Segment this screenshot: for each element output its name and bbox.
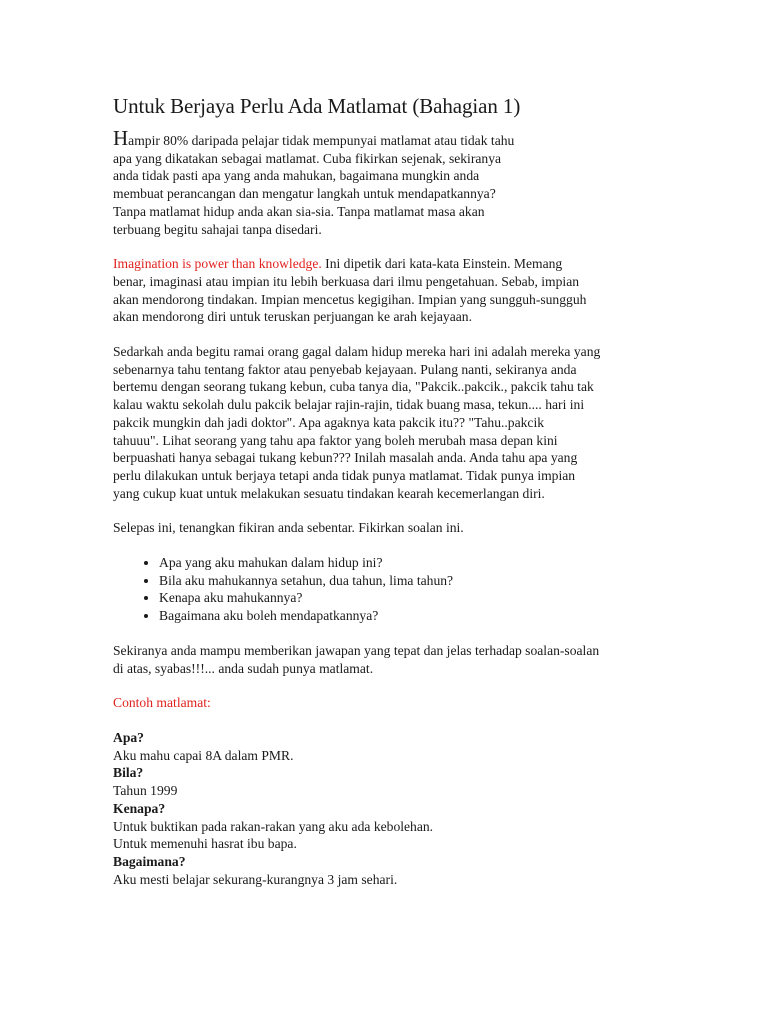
example-block bbox=[113, 729, 668, 888]
paragraph-line: perlu dilakukan untuk berjaya tetapi anda tidak punya matlamat. Tidak punya impian bbox=[113, 467, 576, 483]
intro-line: ampir 80% daripada pelajar tidak mempunyai matlamat atau tidak tahu bbox=[128, 133, 515, 148]
intro-line: apa yang dikatakan sebagai matlamat. Cuba fikirkan sejenak, sekiranya bbox=[113, 150, 502, 166]
example-label: Kenapa? bbox=[113, 800, 166, 816]
reflect-paragraph: Selepas ini, tenangkan fikiran anda sebentar. Fikirkan soalan ini. bbox=[113, 520, 464, 536]
drop-cap: H bbox=[113, 126, 129, 150]
example-answer: Aku mahu capai 8A dalam PMR. bbox=[113, 747, 294, 763]
example-label: Apa? bbox=[113, 729, 144, 745]
question-item: • Bila aku mahukannya setahun, dua tahun, lima tahun? bbox=[159, 572, 668, 590]
question-item: • Kenapa aku mahukannya? bbox=[159, 589, 668, 607]
paragraph-line: Sekiranya anda mampu memberikan jawapan yang tepat dan jelas terhadap soalan-soalan bbox=[113, 642, 600, 658]
example-answer: Untuk buktikan pada rakan-rakan yang aku ada kebolehan. bbox=[113, 818, 434, 834]
paragraph-line: berpuashati hanya sebagai tukang kebun??? Inilah masalah anda. Anda tahu apa yang bbox=[113, 450, 578, 466]
conclusion-paragraph bbox=[113, 642, 668, 677]
paragraph-line: di atas, syabas!!!... anda sudah punya matlamat. bbox=[113, 660, 374, 676]
paragraph-line: yang cukup kuat untuk melakukan sesuatu tindakan kearah kecemerlangan diri. bbox=[113, 485, 545, 501]
intro-line: terbuang begitu sahajai tanpa disedari. bbox=[113, 221, 322, 237]
example-answer: Aku mesti belajar sekurang-kurangnya 3 jam sehari. bbox=[113, 871, 398, 887]
intro-line: Tanpa matlamat hidup anda akan sia-sia. Tanpa matlamat masa akan bbox=[113, 203, 485, 219]
einstein-paragraph bbox=[113, 255, 668, 326]
paragraph-line: akan mendorong tindakan. Impian mencetus kegigihan. Impian yang sungguh-sungguh bbox=[113, 291, 587, 307]
example-heading: Contoh matlamat: bbox=[113, 695, 211, 711]
paragraph-line: pakcik mungkin dah jadi doktor". Apa agaknya kata pakcik itu?? "Tahu..pakcik bbox=[113, 414, 545, 430]
gardener-paragraph bbox=[113, 343, 668, 502]
einstein-quote: Imagination is power than knowledge. bbox=[113, 256, 322, 272]
paragraph-line: tahuuu". Lihat seorang yang tahu apa faktor yang boleh merubah masa depan kini bbox=[113, 432, 558, 448]
intro-line: membuat perancangan dan mengatur langkah untuk mendapatkannya? bbox=[113, 186, 496, 202]
question-item: • Apa yang aku mahukan dalam hidup ini? bbox=[159, 554, 668, 572]
paragraph-line: Ini dipetik dari kata-kata Einstein. Memang bbox=[321, 256, 563, 272]
intro-line: anda tidak pasti apa yang anda mahukan, bagaimana mungkin anda bbox=[113, 168, 480, 184]
paragraph-line: kalau waktu sekolah dulu pakcik belajar rajin-rajin, tidak buang masa, tekun.... hari ini bbox=[113, 397, 585, 413]
paragraph-line: bertemu dengan seorang tukang kebun, cuba tanya dia, "Pakcik..pakcik., pakcik tahu tak bbox=[113, 379, 594, 395]
example-label: Bila? bbox=[113, 765, 144, 781]
example-answer: Tahun 1999 bbox=[113, 783, 178, 799]
question-item: • Bagaimana aku boleh mendapatkannya? bbox=[159, 607, 668, 625]
intro-paragraph bbox=[113, 126, 668, 238]
document-title: Untuk Berjaya Perlu Ada Matlamat (Bahagian 1) bbox=[113, 94, 521, 118]
paragraph-line: Sedarkah anda begitu ramai orang gagal dalam hidup mereka hari ini adalah mereka yang bbox=[113, 344, 601, 360]
example-answer: Untuk memenuhi hasrat ibu bapa. bbox=[113, 836, 297, 852]
paragraph-line: akan mendorong diri untuk teruskan perjuangan ke arah kejayaan. bbox=[113, 309, 472, 325]
example-label: Bagaimana? bbox=[113, 853, 186, 869]
paragraph-line: sebenarnya tahu tentang faktor atau penyebab kejayaan. Pulang nanti, sekiranya anda bbox=[113, 361, 577, 377]
question-list bbox=[113, 554, 668, 625]
paragraph-line: benar, imaginasi atau impian itu lebih berkuasa dari ilmu pengetahuan. Sebab, impian bbox=[113, 273, 580, 289]
